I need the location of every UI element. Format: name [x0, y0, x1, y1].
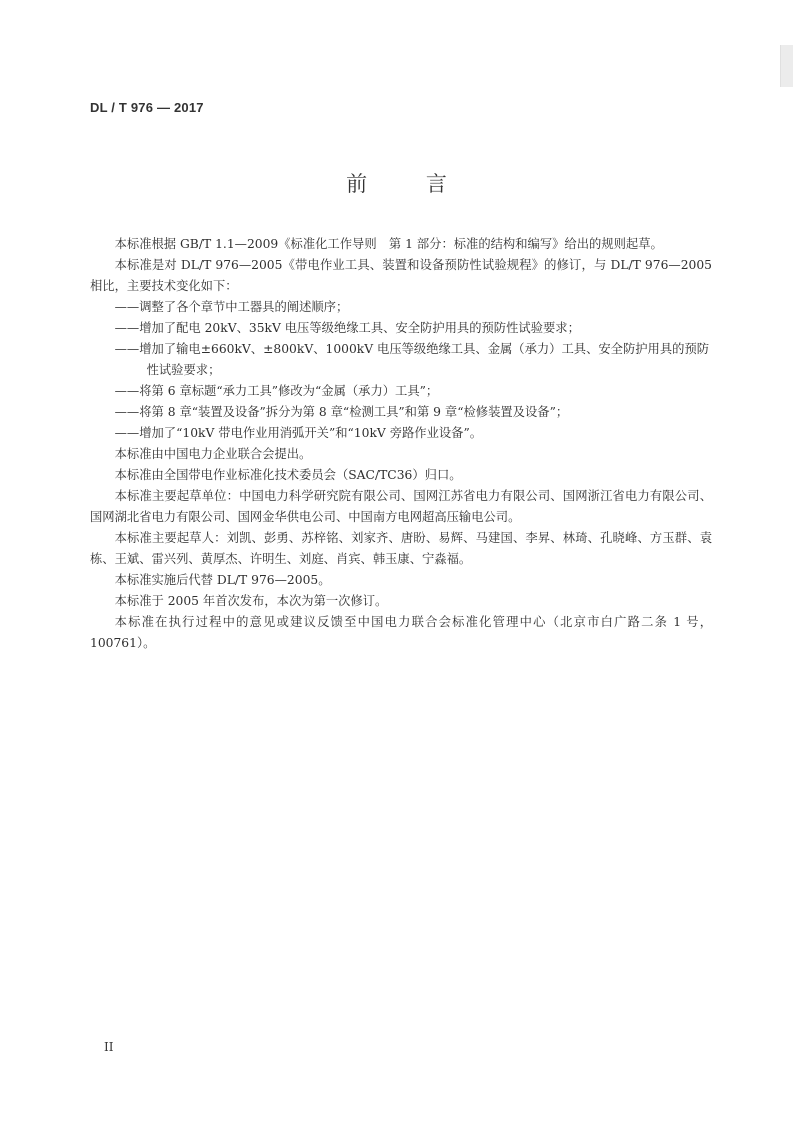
list-item: ——将第 6 章标题“承力工具”修改为“金属（承力）工具”； [114, 384, 439, 398]
paragraph-drafters: 本标准主要起草人：刘凯、彭勇、苏梓铭、刘家齐、唐盼、易辉、马建国、李昇、林琦、孔晓峰、方玉群、袁栋、王斌、雷兴列、黄厚杰、许明生、刘庭、肖宾、韩玉康、宁淼福。 [90, 531, 712, 566]
list-item: ——调整了各个章节中工器具的阐述顺序； [114, 300, 349, 314]
page-edge-tab [780, 45, 793, 87]
foreword-body [90, 234, 712, 654]
paragraph-feedback: 本标准在执行过程中的意见或建议反馈至中国电力联合会标准化管理中心（北京市白广路二条 1 号，100761）。 [90, 615, 712, 650]
page-number: II [104, 1040, 114, 1054]
paragraph-revision-summary: 本标准是对 DL/T 976—2005《带电作业工具、装置和设备预防性试验规程》的修订，与 DL/T 976—2005 相比，主要技术变化如下： [90, 258, 712, 293]
paragraph-drafting-rules: 本标准根据 GB/T 1.1—2009《标准化工作导则 第 1 部分：标准的结构和编写》给出的规则起草。 [114, 237, 663, 251]
list-item: ——增加了输电±660kV、±800kV、1000kV 电压等级绝缘工具、金属（承力）工具、安全防护用具的预防性试验要求； [114, 342, 710, 377]
paragraph-drafting-units: 本标准主要起草单位：中国电力科学研究院有限公司、国网江苏省电力有限公司、国网浙江省电力有限公司、国网湖北省电力有限公司、国网金华供电公司、中国南方电网超高压输电公司。 [90, 489, 712, 524]
list-item: ——增加了“10kV 带电作业用消弧开关”和“10kV 旁路作业设备”。 [114, 426, 483, 440]
paragraph-committee: 本标准由全国带电作业标准化技术委员会（SAC/TC36）归口。 [114, 468, 462, 482]
paragraph-proposer: 本标准由中国电力企业联合会提出。 [114, 447, 312, 461]
document-code: DL / T 976 — 2017 [90, 100, 204, 115]
list-item: ——增加了配电 20kV、35kV 电压等级绝缘工具、安全防护用具的预防性试验要求； [114, 321, 580, 335]
page-title: 前 言 [346, 172, 473, 196]
list-item: ——将第 8 章“装置及设备”拆分为第 8 章“检测工具”和第 9 章“检修装置及设备”； [114, 405, 569, 419]
changes-list [90, 297, 712, 444]
paragraph-history: 本标准于 2005 年首次发布，本次为第一次修订。 [114, 594, 388, 608]
paragraph-replaces: 本标准实施后代替 DL/T 976—2005。 [114, 573, 331, 587]
